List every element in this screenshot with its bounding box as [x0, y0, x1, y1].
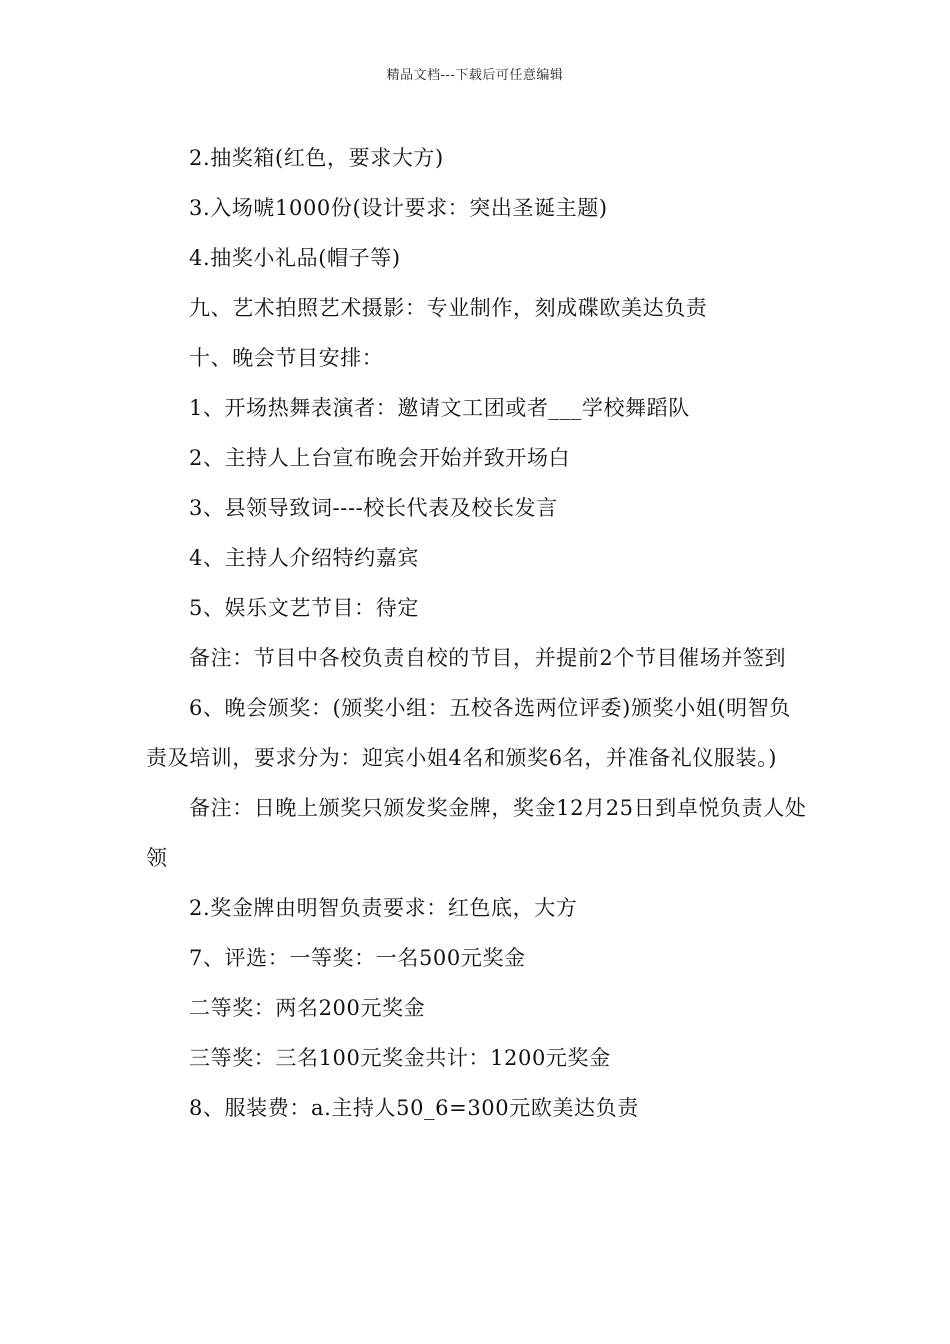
paragraph: 8、服装费：a.主持人50_6=300元欧美达负责 — [189, 1096, 639, 1120]
paragraph: 5、娱乐文艺节目：待定 — [189, 596, 419, 620]
paragraph: 备注：节目中各校负责自校的节目，并提前2个节目催场并签到 — [189, 646, 787, 670]
paragraph: 2、主持人上台宣布晚会开始并致开场白 — [189, 446, 571, 470]
document-body — [146, 133, 810, 1133]
paragraph: 3.入场唬1000份(设计要求：突出圣诞主题) — [189, 196, 608, 220]
paragraph: 2.奖金牌由明智负责要求：红色底，大方 — [189, 896, 578, 920]
paragraph: 十、晚会节目安排： — [189, 346, 384, 370]
paragraph: 九、艺术拍照艺术摄影：专业制作，刻成碟欧美达负责 — [189, 296, 708, 320]
paragraph: 1、开场热舞表演者：邀请文工团或者___学校舞蹈队 — [189, 396, 690, 420]
page-header: 精品文档---下载后可任意编辑 — [386, 68, 564, 83]
paragraph: 三等奖：三名100元奖金共计：1200元奖金 — [189, 1046, 611, 1070]
paragraph: 7、评选：一等奖：一名500元奖金 — [189, 946, 526, 970]
paragraph: 6、晚会颁奖：(颁奖小组：五校各选两位评委)颁奖小姐(明智负责及培训，要求分为：迎宾小姐4名和颁奖6名，并准备礼仪服装。) — [146, 696, 791, 770]
paragraph: 2.抽奖箱(红色，要求大方) — [189, 146, 444, 170]
paragraph: 二等奖：两名200元奖金 — [189, 996, 426, 1020]
paragraph: 4.抽奖小礼品(帽子等) — [189, 246, 401, 270]
paragraph: 3、县领导致词----校长代表及校长发言 — [189, 496, 558, 520]
paragraph: 备注：日晚上颁奖只颁发奖金牌，奖金12月25日到卓悦负责人处领 — [146, 796, 807, 870]
paragraph: 4、主持人介绍特约嘉宾 — [189, 546, 419, 570]
